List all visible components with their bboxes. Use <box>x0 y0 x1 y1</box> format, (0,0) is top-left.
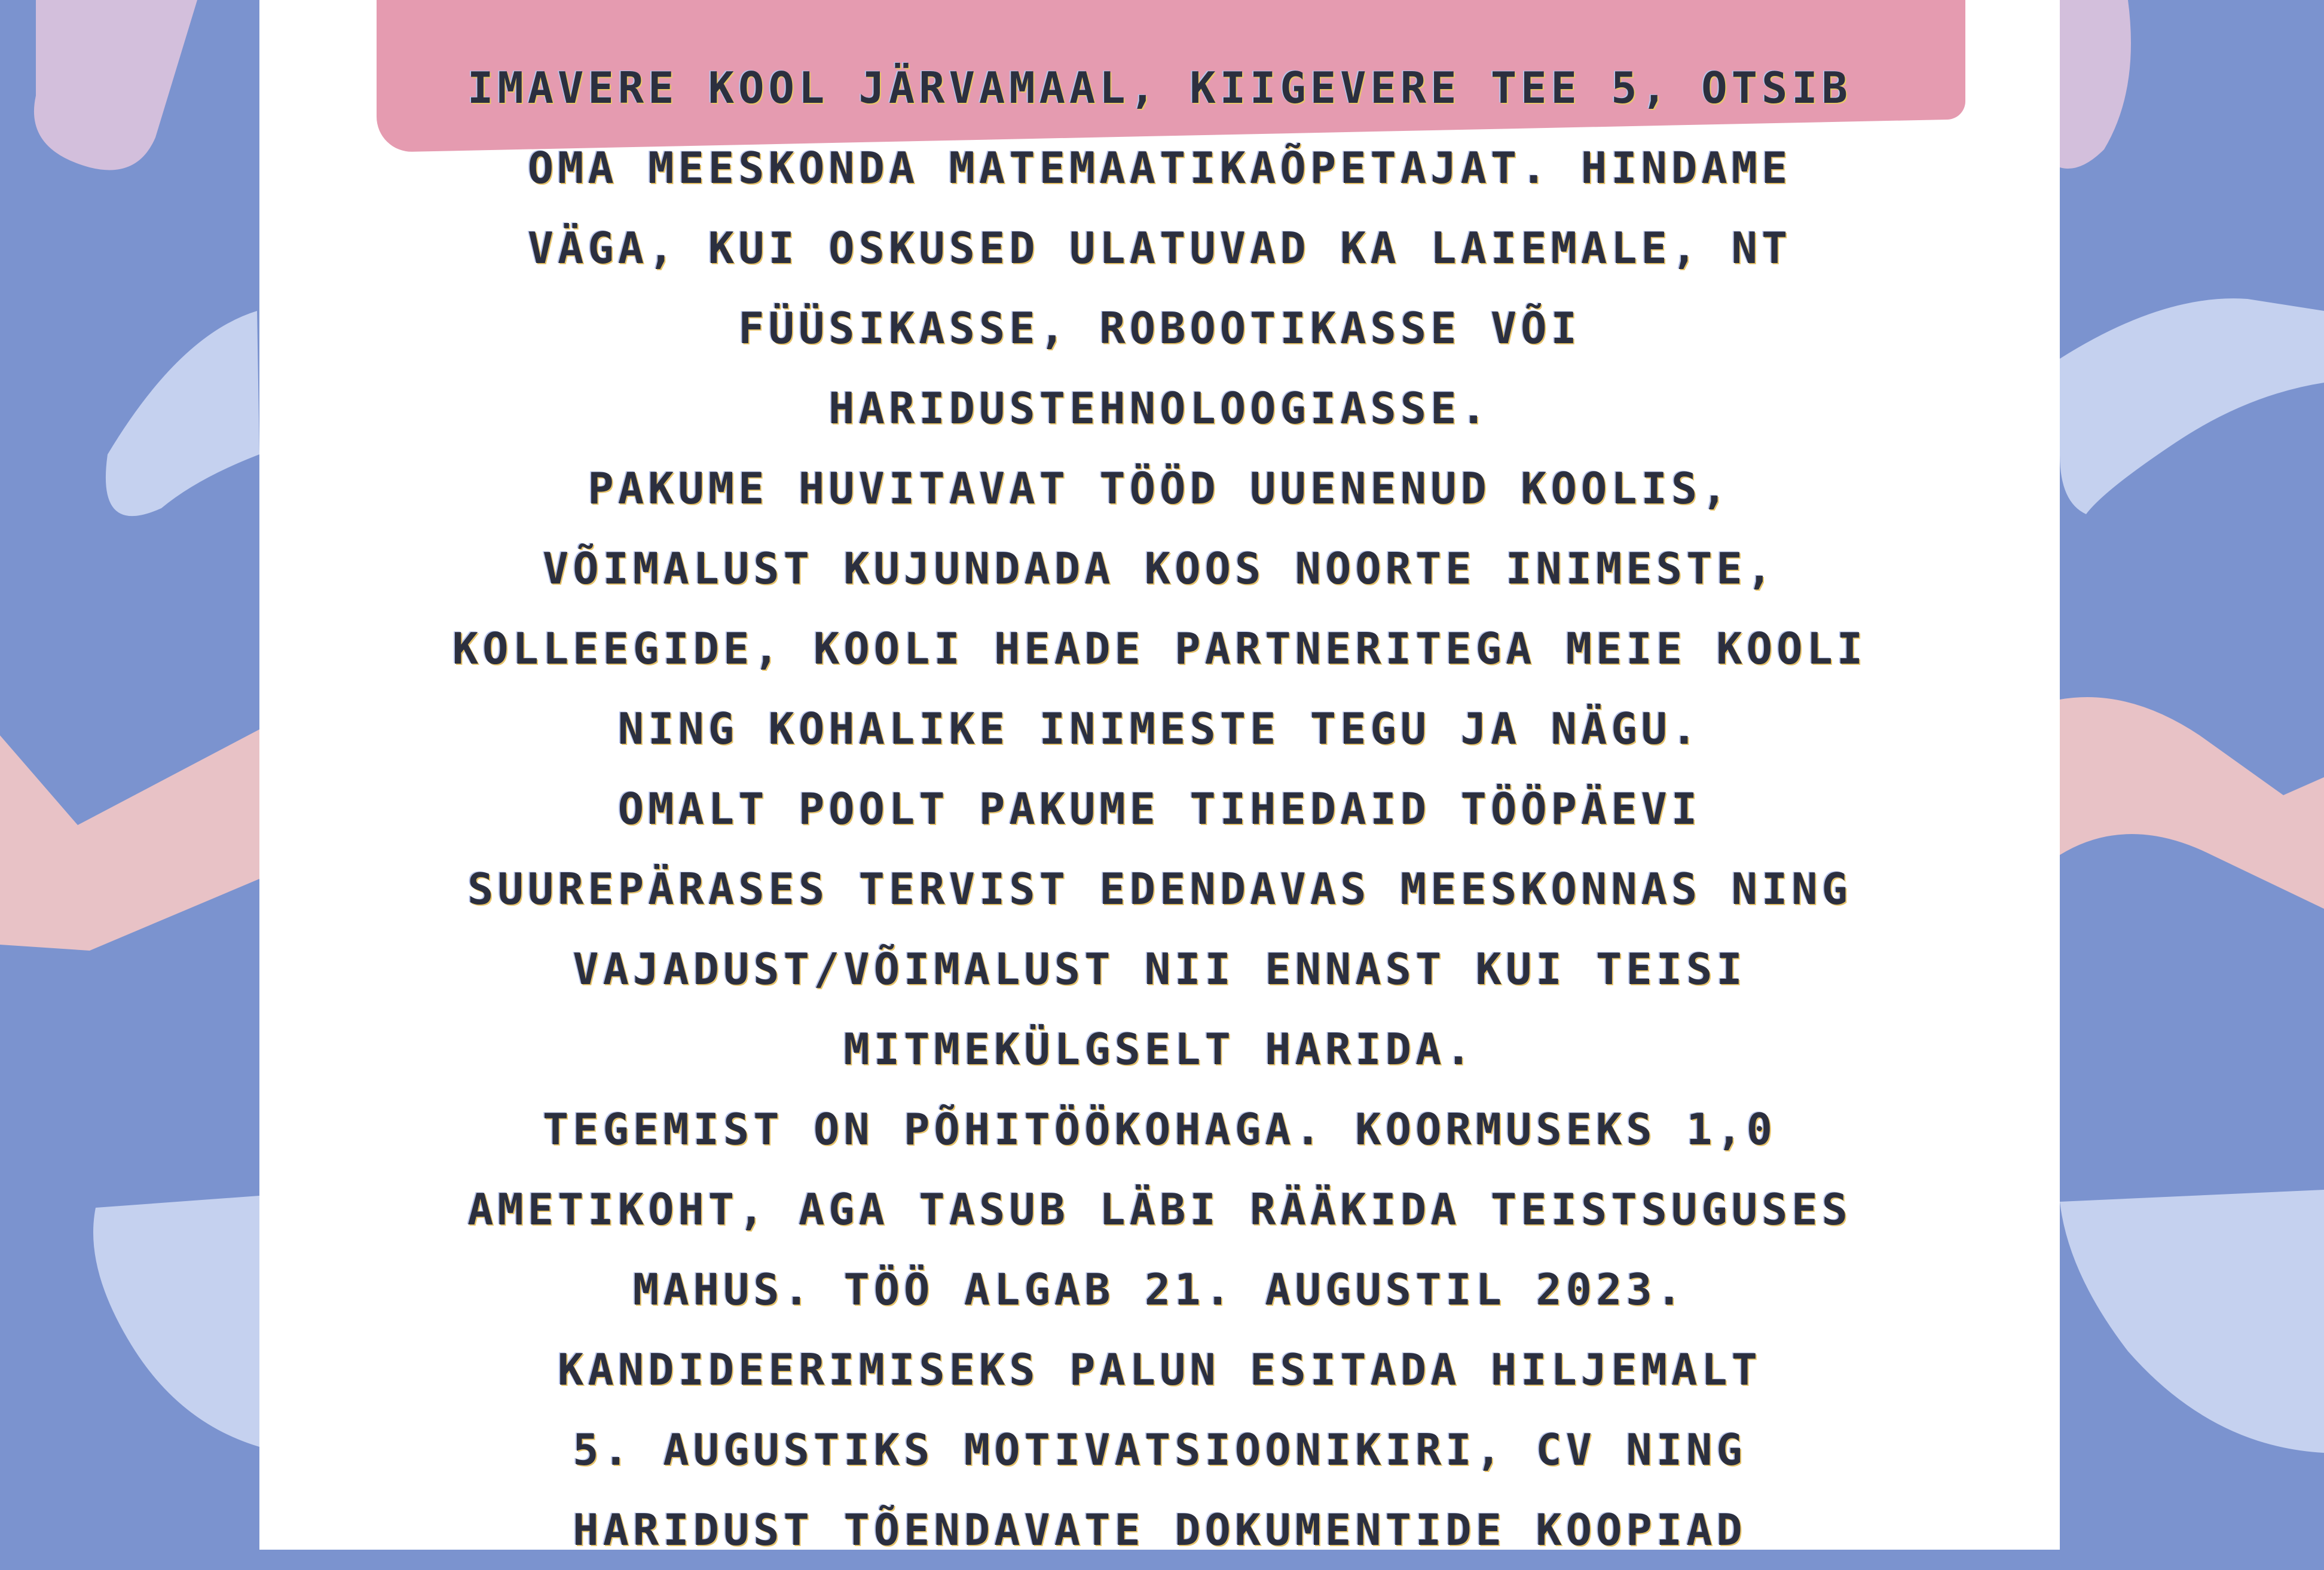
text-line: MITMEKÜLGSELT HARIDA. <box>843 1024 1476 1074</box>
text-line: VÄGA, KUI OSKUSED ULATUVAD KA LAIEMALE, NT <box>527 223 1792 273</box>
text-line: SUUREPÄRASES TERVIST EDENDAVAS MEESKONNAS NING <box>467 864 1852 914</box>
text-line: FÜÜSIKASSE, ROBOOTIKASSE VÕI <box>738 303 1581 353</box>
text-line: KANDIDEERIMISEKS PALUN ESITADA HILJEMALT <box>558 1345 1762 1395</box>
text-line: 5. AUGUSTIKS MOTIVATSIOONIKIRI, CV NING <box>573 1425 1747 1475</box>
text-line: MAHUS. TÖÖ ALGAB 21. AUGUSTIL 2023. <box>632 1264 1687 1315</box>
job-ad-text <box>259 48 2060 1570</box>
light-blue-blob-left-mid <box>106 311 259 516</box>
text-line: HARIDUSTEHNOLOOGIASSE. <box>828 383 1491 433</box>
light-blue-blob-right-mid <box>2060 298 2324 514</box>
lavender-blob-top-right <box>2060 0 2131 169</box>
text-line: KOLLEEGIDE, KOOLI HEADE PARTNERITEGA MEIE KOOLI <box>452 624 1867 674</box>
pink-zigzag-right <box>2060 697 2324 909</box>
text-line: PAKUME HUVITAVAT TÖÖD UUENENUD KOOLIS, <box>588 463 1732 514</box>
light-blue-blob-right-bottom <box>2060 1190 2324 1453</box>
text-line: HARIDUST TÕENDAVATE DOKUMENTIDE KOOPIAD <box>573 1505 1747 1555</box>
text-line: NING KOHALIKE INIMESTE TEGU JA NÄGU. <box>617 704 1702 754</box>
text-line: VÕIMALUST KUJUNDADA KOOS NOORTE INIMESTE, <box>542 543 1777 594</box>
text-line: TEGEMIST ON PÕHITÖÖKOHAGA. KOORMUSEKS 1,0 <box>542 1104 1777 1154</box>
lavender-blob-top-left <box>34 0 197 170</box>
text-line: OMALT POOLT PAKUME TIHEDAID TÖÖPÄEVI <box>617 784 1702 834</box>
text-line: VAJADUST/VÕIMALUST NII ENNAST KUI TEISI <box>573 944 1747 994</box>
text-line: AMETIKOHT, AGA TASUB LÄBI RÄÄKIDA TEISTSUGUSES <box>467 1184 1852 1235</box>
text-line: IMAVERE KOOL JÄRVAMAAL, KIIGEVERE TEE 5, OTSIB <box>467 63 1852 113</box>
light-blue-blob-left-bottom <box>93 1196 259 1447</box>
text-line: OMA MEESKONDA MATEMAATIKAÕPETAJAT. HINDAME <box>527 143 1792 193</box>
pink-zigzag-left <box>0 729 259 951</box>
